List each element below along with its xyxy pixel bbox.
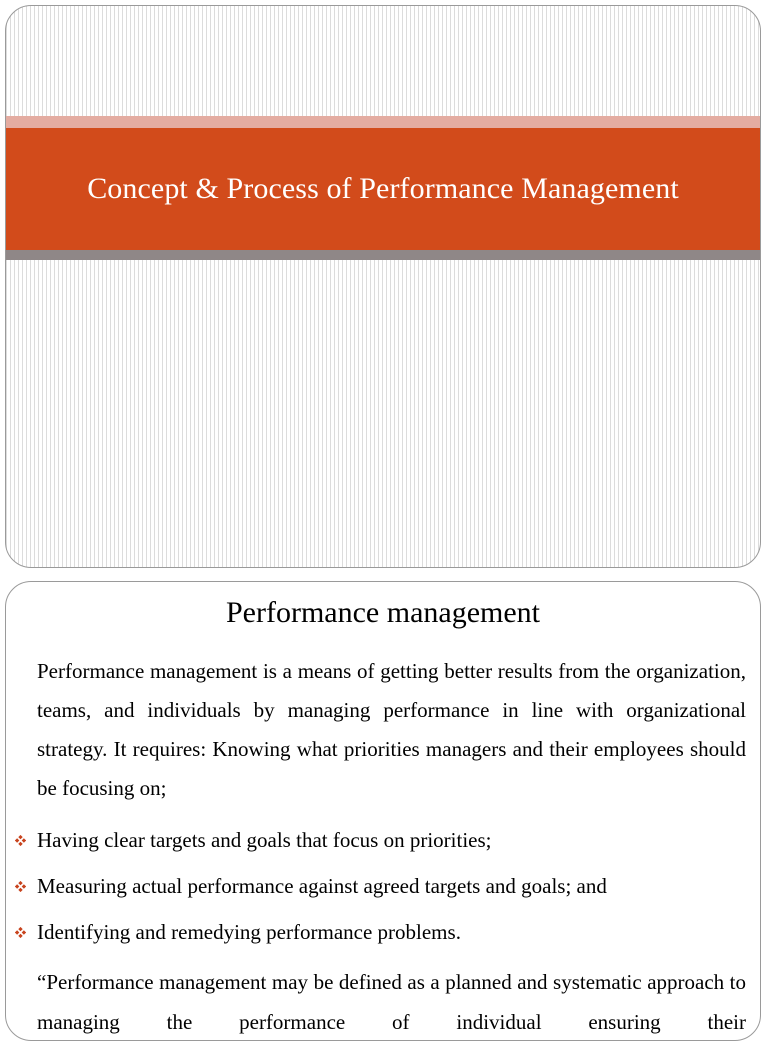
bullet-item [37,874,746,898]
title-slide [5,5,761,568]
intro-paragraph: Performance management is a means of getting better results from the organization, teams, and individuals by managing performance in line with organizational strategy. It requires: Knowing what priorities managers and their employees should be focusing on; [37,659,746,800]
bullet-text: Identifying and remedying performance problems. [37,920,461,944]
diamond-bullet-icon [15,927,26,938]
slide-body [37,652,746,1041]
content-slide [5,581,761,1041]
quote-paragraph: “Performance management may be defined as a planned and systematic approach to managing the performance of individual ensuring their [37,970,746,1034]
bullet-item [37,920,746,944]
bullet-item [37,828,746,852]
title-band-bottom-stripe [6,250,760,260]
diamond-bullet-icon [15,835,26,846]
bullet-text: Having clear targets and goals that focus on priorities; [37,828,492,852]
slide-heading: Performance management [225,596,541,629]
slide-title: Concept & Process of Performance Management [87,172,679,205]
title-band-top-stripe [6,116,760,128]
bullet-text: Measuring actual performance against agreed targets and goals; and [37,874,607,898]
diamond-bullet-icon [15,881,26,892]
